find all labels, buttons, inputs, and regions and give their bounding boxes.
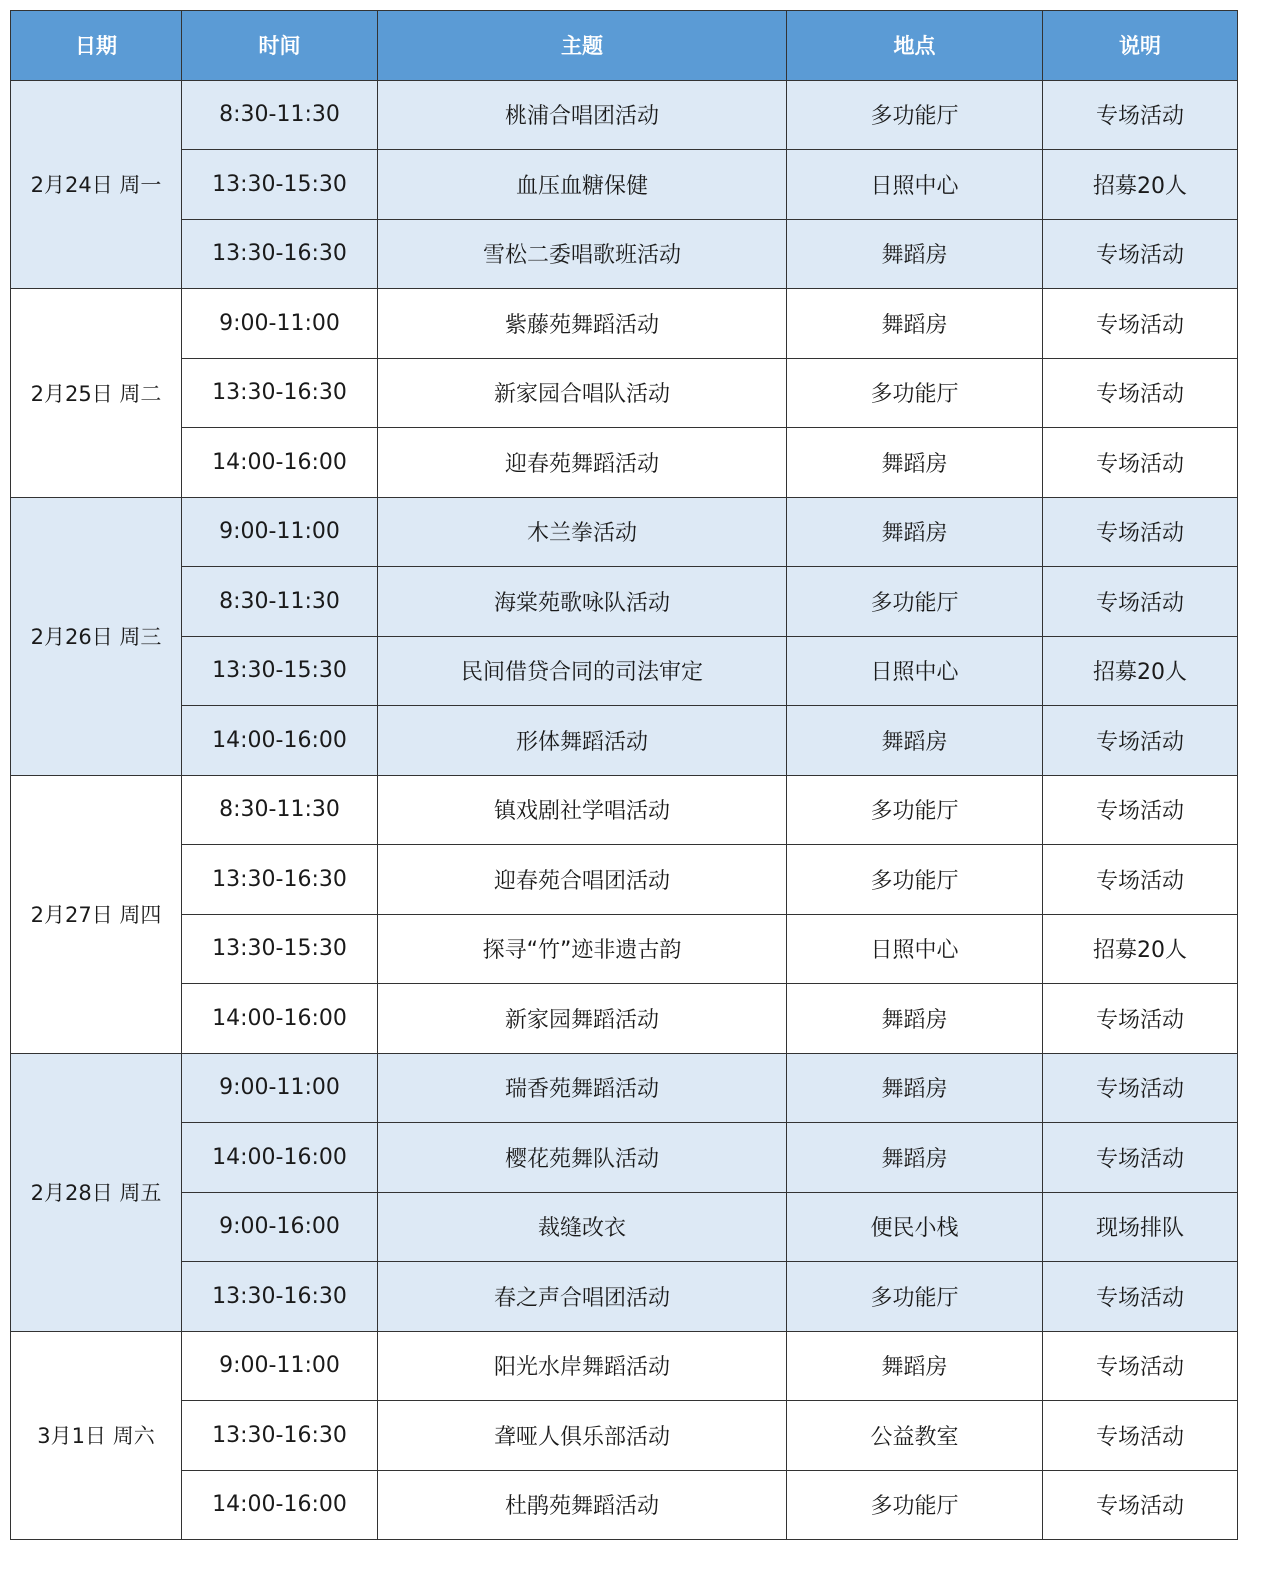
note-cell: 专场活动 <box>1043 219 1238 289</box>
note-cell: 专场活动 <box>1043 1470 1238 1540</box>
header-row <box>11 11 1238 81</box>
topic-cell: 探寻“竹”迹非遗古韵 <box>378 914 787 984</box>
table-row <box>11 80 1238 150</box>
note-cell: 专场活动 <box>1043 706 1238 776</box>
day-group <box>11 497 1238 775</box>
note-cell: 招募20人 <box>1043 636 1238 706</box>
time-cell: 13:30-16:30 <box>182 1401 378 1471</box>
table-row <box>11 1470 1238 1540</box>
table-row <box>11 567 1238 637</box>
time-cell: 13:30-16:30 <box>182 1262 378 1332</box>
note-cell: 专场活动 <box>1043 80 1238 150</box>
topic-cell: 木兰拳活动 <box>378 497 787 567</box>
place-cell: 多功能厅 <box>787 845 1043 915</box>
table-row <box>11 636 1238 706</box>
place-cell: 多功能厅 <box>787 358 1043 428</box>
topic-cell: 雪松二委唱歌班活动 <box>378 219 787 289</box>
table-row <box>11 775 1238 845</box>
header-time: 时间 <box>182 11 378 81</box>
day-group <box>11 1053 1238 1331</box>
note-cell: 专场活动 <box>1043 1123 1238 1193</box>
header-note: 说明 <box>1043 11 1238 81</box>
table-row <box>11 219 1238 289</box>
table-row <box>11 1192 1238 1262</box>
topic-cell: 迎春苑舞蹈活动 <box>378 428 787 498</box>
time-cell: 13:30-15:30 <box>182 150 378 220</box>
place-cell: 舞蹈房 <box>787 428 1043 498</box>
topic-cell: 紫藤苑舞蹈活动 <box>378 289 787 359</box>
topic-cell: 瑞香苑舞蹈活动 <box>378 1053 787 1123</box>
topic-cell: 杜鹃苑舞蹈活动 <box>378 1470 787 1540</box>
place-cell: 舞蹈房 <box>787 1053 1043 1123</box>
time-cell: 9:00-11:00 <box>182 1053 378 1123</box>
time-cell: 13:30-16:30 <box>182 845 378 915</box>
table-row <box>11 497 1238 567</box>
table-row <box>11 1123 1238 1193</box>
topic-cell: 新家园合唱队活动 <box>378 358 787 428</box>
date-cell: 2月26日 周三 <box>11 497 182 775</box>
time-cell: 13:30-15:30 <box>182 636 378 706</box>
table-row <box>11 150 1238 220</box>
topic-cell: 桃浦合唱团活动 <box>378 80 787 150</box>
time-cell: 8:30-11:30 <box>182 775 378 845</box>
table-row <box>11 914 1238 984</box>
header-place: 地点 <box>787 11 1043 81</box>
place-cell: 舞蹈房 <box>787 289 1043 359</box>
time-cell: 14:00-16:00 <box>182 984 378 1054</box>
date-cell: 2月28日 周五 <box>11 1053 182 1331</box>
time-cell: 14:00-16:00 <box>182 1470 378 1540</box>
topic-cell: 新家园舞蹈活动 <box>378 984 787 1054</box>
note-cell: 现场排队 <box>1043 1192 1238 1262</box>
table-row <box>11 358 1238 428</box>
table-row <box>11 1331 1238 1401</box>
table-row <box>11 845 1238 915</box>
date-cell: 2月25日 周二 <box>11 289 182 498</box>
topic-cell: 民间借贷合同的司法审定 <box>378 636 787 706</box>
day-group <box>11 775 1238 1053</box>
time-cell: 9:00-11:00 <box>182 289 378 359</box>
table-header <box>11 11 1238 81</box>
note-cell: 招募20人 <box>1043 914 1238 984</box>
topic-cell: 迎春苑合唱团活动 <box>378 845 787 915</box>
table-row <box>11 1262 1238 1332</box>
schedule-table <box>10 10 1238 1540</box>
header-topic: 主题 <box>378 11 787 81</box>
topic-cell: 镇戏剧社学唱活动 <box>378 775 787 845</box>
time-cell: 14:00-16:00 <box>182 1123 378 1193</box>
note-cell: 专场活动 <box>1043 289 1238 359</box>
topic-cell: 樱花苑舞队活动 <box>378 1123 787 1193</box>
time-cell: 9:00-11:00 <box>182 1331 378 1401</box>
table-row <box>11 289 1238 359</box>
note-cell: 专场活动 <box>1043 1262 1238 1332</box>
topic-cell: 阳光水岸舞蹈活动 <box>378 1331 787 1401</box>
table-row <box>11 984 1238 1054</box>
time-cell: 13:30-16:30 <box>182 358 378 428</box>
table-row <box>11 1053 1238 1123</box>
topic-cell: 春之声合唱团活动 <box>378 1262 787 1332</box>
note-cell: 专场活动 <box>1043 358 1238 428</box>
place-cell: 多功能厅 <box>787 1470 1043 1540</box>
place-cell: 多功能厅 <box>787 775 1043 845</box>
note-cell: 专场活动 <box>1043 428 1238 498</box>
place-cell: 日照中心 <box>787 636 1043 706</box>
header-date: 日期 <box>11 11 182 81</box>
topic-cell: 海棠苑歌咏队活动 <box>378 567 787 637</box>
day-group <box>11 80 1238 289</box>
time-cell: 9:00-16:00 <box>182 1192 378 1262</box>
place-cell: 日照中心 <box>787 150 1043 220</box>
place-cell: 舞蹈房 <box>787 1331 1043 1401</box>
time-cell: 14:00-16:00 <box>182 428 378 498</box>
note-cell: 专场活动 <box>1043 775 1238 845</box>
note-cell: 专场活动 <box>1043 1053 1238 1123</box>
place-cell: 便民小栈 <box>787 1192 1043 1262</box>
date-cell: 2月24日 周一 <box>11 80 182 289</box>
place-cell: 舞蹈房 <box>787 219 1043 289</box>
date-cell: 2月27日 周四 <box>11 775 182 1053</box>
place-cell: 公益教室 <box>787 1401 1043 1471</box>
table-row <box>11 706 1238 776</box>
time-cell: 13:30-15:30 <box>182 914 378 984</box>
note-cell: 专场活动 <box>1043 1331 1238 1401</box>
time-cell: 13:30-16:30 <box>182 219 378 289</box>
topic-cell: 形体舞蹈活动 <box>378 706 787 776</box>
day-group <box>11 289 1238 498</box>
note-cell: 专场活动 <box>1043 497 1238 567</box>
note-cell: 招募20人 <box>1043 150 1238 220</box>
day-group <box>11 1331 1238 1540</box>
time-cell: 14:00-16:00 <box>182 706 378 776</box>
time-cell: 9:00-11:00 <box>182 497 378 567</box>
place-cell: 舞蹈房 <box>787 497 1043 567</box>
place-cell: 多功能厅 <box>787 80 1043 150</box>
note-cell: 专场活动 <box>1043 567 1238 637</box>
topic-cell: 裁缝改衣 <box>378 1192 787 1262</box>
place-cell: 多功能厅 <box>787 1262 1043 1332</box>
topic-cell: 聋哑人俱乐部活动 <box>378 1401 787 1471</box>
place-cell: 日照中心 <box>787 914 1043 984</box>
time-cell: 8:30-11:30 <box>182 567 378 637</box>
place-cell: 舞蹈房 <box>787 1123 1043 1193</box>
note-cell: 专场活动 <box>1043 1401 1238 1471</box>
place-cell: 舞蹈房 <box>787 706 1043 776</box>
date-cell: 3月1日 周六 <box>11 1331 182 1540</box>
note-cell: 专场活动 <box>1043 845 1238 915</box>
time-cell: 8:30-11:30 <box>182 80 378 150</box>
table-row <box>11 428 1238 498</box>
topic-cell: 血压血糖保健 <box>378 150 787 220</box>
place-cell: 多功能厅 <box>787 567 1043 637</box>
table-row <box>11 1401 1238 1471</box>
note-cell: 专场活动 <box>1043 984 1238 1054</box>
place-cell: 舞蹈房 <box>787 984 1043 1054</box>
